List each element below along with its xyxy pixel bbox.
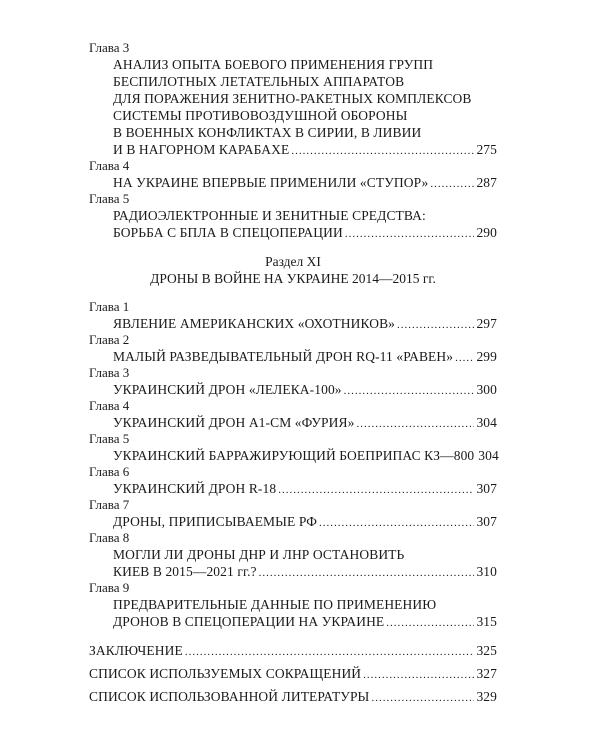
chapter-label: Глава 8 (89, 530, 130, 545)
page-number: 287 (476, 175, 497, 190)
section-label: Раздел XI (265, 254, 321, 269)
page-number: 304 (478, 448, 499, 463)
end-entry-title: СПИСОК ИСПОЛЬЗУЕМЫХ СОКРАЩЕНИЙ (89, 666, 362, 681)
chapter-title-text: ДРОНОВ В СПЕЦОПЕРАЦИИ НА УКРАИНЕ (113, 614, 385, 629)
toc-chapter (89, 40, 497, 158)
toc-chapter (89, 398, 497, 431)
page-number: 315 (476, 614, 497, 629)
dot-leader (278, 482, 474, 499)
toc-chapter (89, 191, 497, 241)
page-number: 307 (476, 514, 497, 529)
chapter-title-last-line (89, 141, 497, 158)
toc-chapter (89, 530, 497, 580)
page-number: 325 (476, 643, 497, 658)
chapter-title-last-line (89, 381, 497, 398)
chapter-title-last-line (89, 224, 497, 241)
chapter-title-last-line (89, 613, 497, 630)
chapter-title-text: В ВОЕННЫХ КОНФЛИКТАХ В СИРИИ, В ЛИВИИ (113, 125, 422, 140)
toc-chapter (89, 580, 497, 630)
page-number: 299 (476, 349, 497, 364)
chapter-title-last-line (89, 513, 497, 530)
chapter-label: Глава 5 (89, 191, 130, 206)
chapter-title-text: ДРОНЫ, ПРИПИСЫВАЕМЫЕ РФ (113, 514, 317, 529)
dot-leader (386, 615, 474, 632)
chapter-title-line (89, 124, 497, 141)
page-number: 290 (476, 225, 497, 240)
page-number: 310 (476, 564, 497, 579)
chapter-title-text: УКРАИНСКИЙ БАРРАЖИРУЮЩИЙ БОЕПРИПАС КЗ—800 (113, 448, 475, 463)
dot-leader (291, 143, 474, 160)
chapter-title-line (89, 207, 497, 224)
chapter-label: Глава 6 (89, 464, 130, 479)
chapter-label: Глава 5 (89, 431, 130, 446)
chapter-title-line (89, 596, 497, 613)
toc-chapter (89, 365, 497, 398)
chapter-title-last-line (89, 348, 497, 365)
chapter-title-text: КИЕВ В 2015—2021 гг.? (113, 564, 257, 579)
chapter-title-text: И В НАГОРНОМ КАРАБАХЕ (113, 142, 290, 157)
toc-chapter (89, 431, 497, 464)
page-number: 327 (476, 666, 497, 681)
chapter-title-last-line (89, 480, 497, 497)
chapter-label: Глава 3 (89, 365, 130, 380)
table-of-contents (89, 40, 497, 711)
section-title: ДРОНЫ В ВОЙНЕ НА УКРАИНЕ 2014—2015 гг. (150, 271, 436, 286)
chapter-title-text: УКРАИНСКИЙ ДРОН R-18 (113, 481, 277, 496)
toc-chapter (89, 497, 497, 530)
chapter-title-last-line (89, 414, 497, 431)
chapter-title-text: МОГЛИ ЛИ ДРОНЫ ДНР И ЛНР ОСТАНОВИТЬ (113, 547, 405, 562)
chapter-title-last-line (89, 447, 497, 464)
chapter-title-last-line (89, 315, 497, 332)
page-number: 307 (476, 481, 497, 496)
chapter-title-text: БЕСПИЛОТНЫХ ЛЕТАТЕЛЬНЫХ АППАРАТОВ (113, 74, 405, 89)
dot-leader (259, 565, 475, 582)
toc-chapter (89, 332, 497, 365)
chapter-title-last-line (89, 563, 497, 580)
chapter-title-text: ЯВЛЕНИЕ АМЕРИКАНСКИХ «ОХОТНИКОВ» (113, 316, 396, 331)
dot-leader (319, 515, 474, 532)
chapter-label: Глава 4 (89, 398, 130, 413)
chapter-label: Глава 7 (89, 497, 130, 512)
chapter-title-text: УКРАИНСКИЙ ДРОН «ЛЕЛЕКА-100» (113, 382, 342, 397)
chapter-title-line (89, 90, 497, 107)
chapter-title-text: БОРЬБА С БПЛА В СПЕЦОПЕРАЦИИ (113, 225, 343, 240)
page-number: 304 (476, 415, 497, 430)
chapter-title-line (89, 107, 497, 124)
dot-leader (397, 317, 474, 334)
chapter-title-text: СИСТЕМЫ ПРОТИВОВОЗДУШНОЙ ОБОРОНЫ (113, 108, 408, 123)
chapter-title-line (89, 56, 497, 73)
end-entry (89, 688, 497, 705)
spacer (89, 287, 497, 299)
chapter-title-last-line (89, 174, 497, 191)
chapter-title-line (89, 73, 497, 90)
chapter-title-text: УКРАИНСКИЙ ДРОН А1-СМ «ФУРИЯ» (113, 415, 355, 430)
chapter-label: Глава 2 (89, 332, 130, 347)
toc-chapter (89, 464, 497, 497)
end-entry (89, 642, 497, 659)
chapter-title-text: АНАЛИЗ ОПЫТА БОЕВОГО ПРИМЕНЕНИЯ ГРУПП (113, 57, 434, 72)
chapter-title-text: ПРЕДВАРИТЕЛЬНЫЕ ДАННЫЕ ПО ПРИМЕНЕНИЮ (113, 597, 437, 612)
chapter-title-line (89, 546, 497, 563)
chapter-label: Глава 4 (89, 158, 130, 173)
end-entry-title: СПИСОК ИСПОЛЬЗОВАННОЙ ЛИТЕРАТУРЫ (89, 689, 370, 704)
page-number: 275 (476, 142, 497, 157)
dot-leader (363, 667, 474, 684)
dot-leader (345, 226, 475, 243)
chapter-label: Глава 1 (89, 299, 130, 314)
dot-leader (430, 176, 474, 193)
dot-leader (185, 644, 475, 661)
dot-leader (344, 383, 475, 400)
chapter-title-text: ДЛЯ ПОРАЖЕНИЯ ЗЕНИТНО-РАКЕТНЫХ КОМПЛЕКСОВ (113, 91, 472, 106)
chapter-label: Глава 9 (89, 580, 130, 595)
chapter-title-text: НА УКРАИНЕ ВПЕРВЫЕ ПРИМЕНИЛИ «СТУПОР» (113, 175, 429, 190)
end-entry (89, 665, 497, 682)
chapter-title-text: МАЛЫЙ РАЗВЕДЫВАТЕЛЬНЫЙ ДРОН RQ-11 «РАВЕН» (113, 349, 454, 364)
chapter-label: Глава 3 (89, 40, 130, 55)
dot-leader (371, 690, 474, 707)
dot-leader (455, 350, 474, 367)
section-heading (89, 253, 497, 287)
toc-chapter (89, 299, 497, 332)
page-number: 297 (476, 316, 497, 331)
page-number: 329 (476, 689, 497, 704)
toc-chapter (89, 158, 497, 191)
chapter-title-text: РАДИОЭЛЕКТРОННЫЕ И ЗЕНИТНЫЕ СРЕДСТВА: (113, 208, 426, 223)
dot-leader (356, 416, 474, 433)
end-entry-title: ЗАКЛЮЧЕНИЕ (89, 643, 183, 658)
page-number: 300 (476, 382, 497, 397)
